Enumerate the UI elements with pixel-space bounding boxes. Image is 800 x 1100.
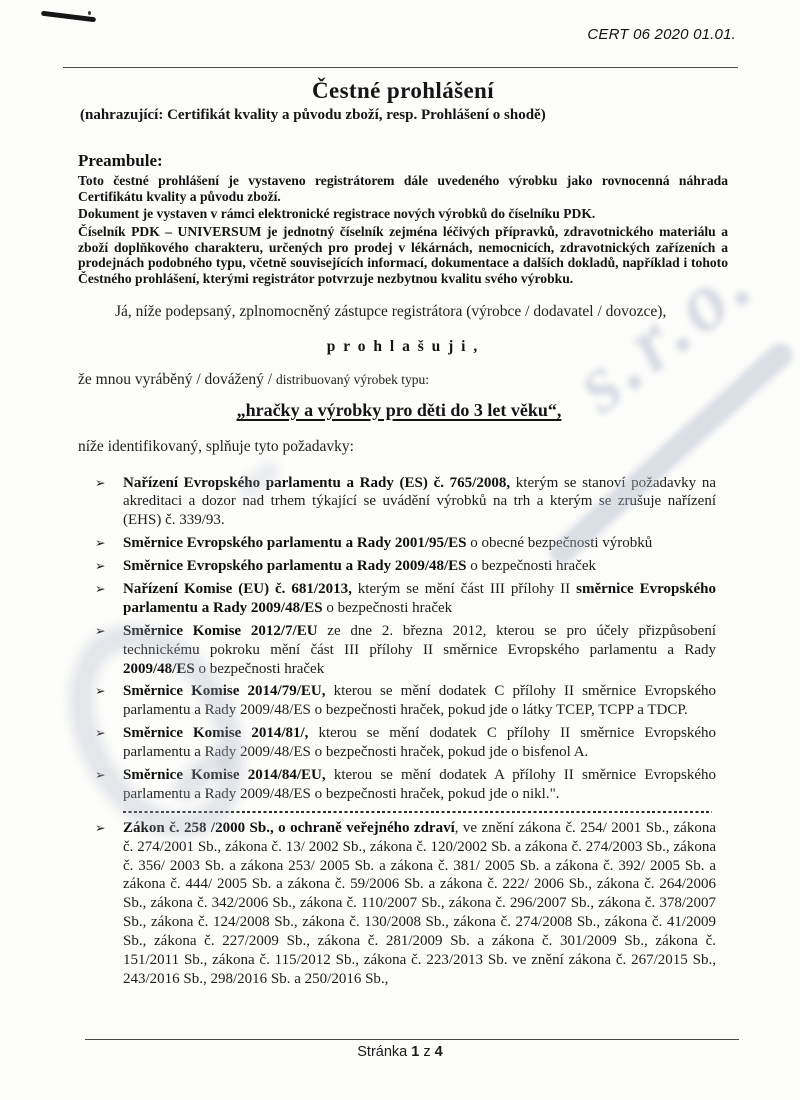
watermark-text: s.r.o. xyxy=(556,232,773,431)
requirement-text: Směrnice Komise 2014/79/EU, kterou se mění dodatek C přílohy II směrnice Evropského parlamentu a Rady 2009/48/ES o bezpečnosti hraček, pokud jde o látky TCEP, TCPP a TDCP. xyxy=(123,683,716,719)
requirement-item xyxy=(78,534,716,553)
requirement-item xyxy=(78,766,716,804)
arrow-bullet-icon: ➢ xyxy=(95,725,106,741)
requirement-text: Směrnice Evropského parlamentu a Rady 2009/48/ES o bezpečnosti hraček xyxy=(123,558,597,575)
declaration-verb: p r o h l a š u j i , xyxy=(326,337,480,355)
product-type: „hračky a výrobky pro děti do 3 let věku“, xyxy=(236,399,562,420)
declaration-follow: níže identifikovaný, splňuje tyto požadavky: xyxy=(78,437,354,455)
arrow-bullet-icon: ➢ xyxy=(95,622,106,638)
preamble-paragraph: Dokument je vystaven v rámci elektronické registrace nových výrobků do číselníku PDK. xyxy=(78,206,596,222)
declaration-intro: Já, níže podepsaný, zplnomocněný zástupce registrátora (výrobce / dodavatel / dovozce), xyxy=(115,303,667,321)
arrow-bullet-icon: ➢ xyxy=(95,683,106,699)
preamble-heading: Preambule: xyxy=(78,151,163,170)
footer-of-word: z xyxy=(423,1044,431,1060)
footer-page-number: 1 xyxy=(411,1044,420,1060)
arrow-bullet-icon: ➢ xyxy=(95,558,106,574)
page-number-footer xyxy=(0,1044,800,1060)
arrow-bullet-icon: ➢ xyxy=(95,535,106,551)
document-code: CERT 06 2020 01.01. xyxy=(587,26,736,43)
preamble-paragraph: Číselník PDK – UNIVERSUM je jednotný číselník zejména léčivých přípravků, zdravotnického materiálu a zboží doplňkového charakteru, určených pro prodej v lékárnách, nemocnicích, zdravotnických zařízeních a prodejnách podobného typu, včetně souvisejících informací, dokumentace a dalších dokladů, například i tohoto Čestného prohlášení, kterými registrátor potvrzuje nezbytnou kvalitu svého výrobku. xyxy=(78,223,728,286)
requirement-text: Nařízení Evropského parlamentu a Rady (ES) č. 765/2008, kterým se stanoví požadavky na akreditaci a dozor nad trhem týkající se uvádění výrobků na trh a kterým se zrušuje nařízení (EHS) č. 339/93. xyxy=(123,474,717,529)
page-subtitle: (nahrazující: Certifikát kvality a původu zboží, resp. Prohlášení o shodě) xyxy=(80,107,546,123)
page-title: Čestné prohlášení xyxy=(311,78,495,103)
arrow-bullet-icon: ➢ xyxy=(95,766,106,782)
requirement-text: Směrnice Evropského parlamentu a Rady 2001/95/ES o obecné bezpečnosti výrobků xyxy=(123,535,653,552)
requirement-item xyxy=(78,622,716,679)
requirement-item xyxy=(78,557,716,576)
requirement-text: Směrnice Komise 2014/81/, kterou se mění dodatek C přílohy II směrnice Evropského parlamentu a Rady 2009/48/ES o bezpečnosti hraček, pokud jde o bisfenol A. xyxy=(123,725,717,761)
requirement-text: Směrnice Komise 2014/84/EU, kterou se mění dodatek A přílohy II směrnice Evropského parlamentu a Rady 2009/48/ES o bezpečnosti hraček, pokud jde o nikl.". xyxy=(123,766,716,802)
footer-rule xyxy=(85,1039,739,1040)
footer-prefix: Stránka xyxy=(357,1044,408,1060)
requirement-item xyxy=(78,474,716,531)
declaration-lead-main: že mnou vyráběný / dovážený / xyxy=(78,370,276,388)
arrow-bullet-icon: ➢ xyxy=(95,474,106,490)
requirement-text: Směrnice Komise 2012/7/EU ze dne 2. března 2012, kterou se pro účely přizpůsobení technickému pokroku mění část III přílohy II směrnice Evropského parlamentu a Rady 2009/48/ES o bezpečnosti hraček xyxy=(123,622,716,677)
requirements-list xyxy=(78,474,728,989)
law-item xyxy=(78,819,716,989)
preamble-paragraph: Toto čestné prohlášení je vystaveno registrátorem dále uvedeného výrobku jako rovnocenná náhrada Certifikátu kvality a původu zboží. xyxy=(78,173,728,204)
law-text: Zákon č. 258 /2000 Sb., o ochraně veřejného zdraví, ve znění zákona č. 254/ 2001 Sb., zákona č. 274/2001 Sb., zákona č. 13/ 2002 Sb., zákona č. 120/2002 Sb. a zákona č. 274/2003 Sb., zákona č. 356/ 2003 Sb. a zákona 253/ 2005 Sb. a zákona č. 381/ 2005 Sb. a zákona č. 392/ 2005 Sb. a zákona č. 444/ 2005 Sb. a zákona č. 59/2006 Sb. a zákona č. 222/ 2006 Sb., zákona č. 264/2006 Sb., zákona č. 342/2006 Sb., zákona č. 110/2007 Sb., zákona č. 296/2007 Sb., zákona č. 378/2007 Sb., zákona č. 124/2008 Sb., zákona č. 130/2008 Sb., zákona č. 274/2008 Sb., zákona č. 41/2009 Sb., zákona č. 227/2009 Sb., zákona č. 281/2009 Sb. a zákona č. 301/2009 Sb., zákona č. 151/2011 Sb., zákona č. 115/2012 Sb., zákona č. 223/2013 Sb. ve znění zákona č. 267/2015 Sb., 243/2016 Sb., 298/2016 Sb. a 250/2016 Sb., xyxy=(123,819,716,987)
requirement-item xyxy=(78,724,716,762)
requirement-item xyxy=(78,580,716,618)
declaration-lead xyxy=(78,371,728,389)
declaration-lead-small: distribuovaný výrobek typu: xyxy=(276,371,429,387)
requirement-item xyxy=(78,682,716,720)
dashed-separator xyxy=(123,811,712,813)
arrow-bullet-icon: ➢ xyxy=(95,819,106,835)
arrow-bullet-icon: ➢ xyxy=(95,580,106,596)
footer-page-total: 4 xyxy=(434,1044,443,1060)
requirement-text: Nařízení Komise (EU) č. 681/2013, kterým se mění část III přílohy II směrnice Evropského parlamentu a Rady 2009/48/ES o bezpečnosti hraček xyxy=(123,580,717,616)
